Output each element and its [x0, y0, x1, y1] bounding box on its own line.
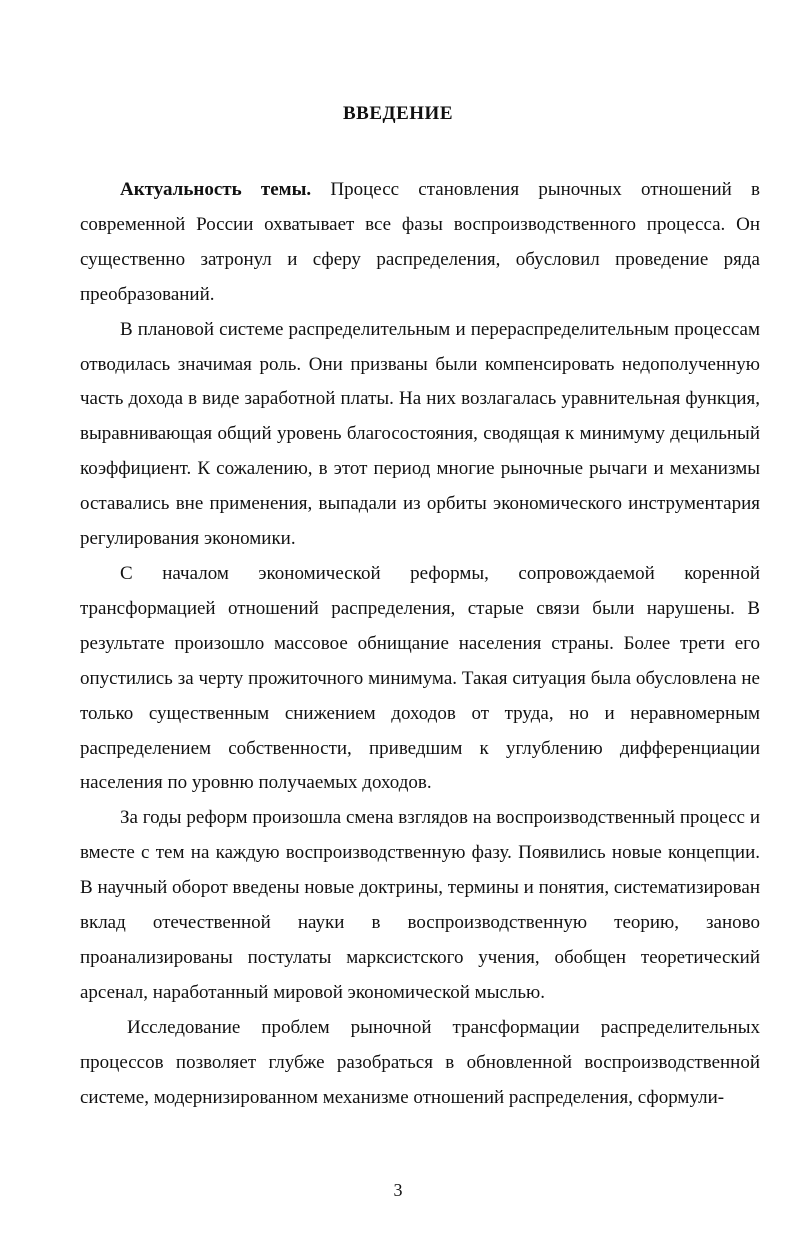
paragraph-research: Исследование проблем рыночной трансформации распределительных процессов позволяет глубже разобраться в обновленной воспроизводственной системе, модернизированном механизме отношений распределения, сформули- [80, 1016, 760, 1108]
section-title: ВВЕДЕНИЕ [343, 103, 453, 124]
body-text [80, 173, 760, 1115]
page-number: 3 [393, 1180, 403, 1200]
paragraph-relevance [80, 173, 760, 313]
paragraph-text: Процесс становления рыночных отношений в современной России охватывает все фазы воспроизводственного процесса. Он существенно затронул и сферу распределения, обусловил проведение ряда преобразований. [80, 179, 760, 305]
paragraph-planned-system: В плановой системе распределительным и перераспределительным процессам отводилась значимая роль. Они призваны были компенсировать недополученную часть дохода в виде заработной платы. На них возлагалась уравнительная функция, выравнивающая общий уровень благосостояния, сводящая к минимуму децильный коэффициент. К сожалению, в этот период многие рыночные рычаги и механизмы оставались вне применения, выпадали из орбиты экономического инструментария регулирования экономики. [80, 318, 760, 550]
paragraph-lead: Актуальность темы. [120, 179, 312, 200]
paragraph-views-change: За годы реформ произошла смена взглядов на воспроизводственный процесс и вместе с тем на каждую воспроизводственную фазу. Появились новые концепции. В научный оборот введены новые доктрины, термины и понятия, систематизирован вклад отечественной науки в воспроизводственную теорию, заново проанализированы постулаты марксистского учения, обобщен теоретический арсенал, наработанный мировой экономической мыслью. [80, 807, 760, 1003]
paragraph-reform: С началом экономической реформы, сопровождаемой коренной трансформацией отношений распределения, старые связи были нарушены. В результате произошло массовое обнищание населения страны. Более трети его опустились за черту прожиточного минимума. Такая ситуация была обусловлена не только существенным снижением доходов от труда, но и неравномерным распределением собственности, приведшим к углублению дифференциации населения по уровню получаемых доходов. [80, 562, 760, 794]
